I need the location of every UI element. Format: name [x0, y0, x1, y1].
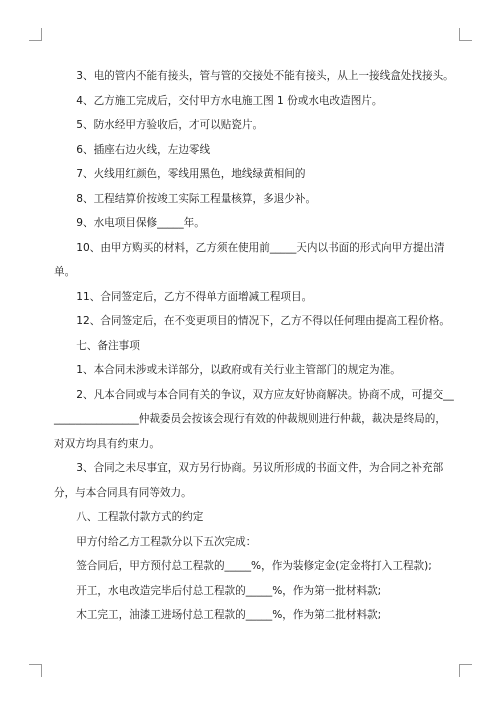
clause-11-no-changes: 11、合同签定后，乙方不得单方面增减工程项目。	[76, 290, 313, 303]
crop-mark-bottom-left	[29, 664, 42, 677]
clause-12-price: 12、合同签定后，在不变更项目的情况下，乙方不得以任何理由提高工程价格。	[76, 315, 450, 327]
payment-2: 开工，水电改造完毕后付总工程款的_____%，作为第一批材料款;	[76, 584, 382, 597]
clause-5-waterproof: 5、防水经甲方验收后，才可以贴瓷片。	[76, 119, 264, 131]
clause-6-socket: 6、插座右边火线，左边零线	[76, 143, 211, 156]
crop-mark-top-right	[459, 28, 472, 41]
document-body	[54, 64, 454, 628]
clause-8-settlement: 8、工程结算价按竣工实际工程量核算，多退少补。	[76, 192, 317, 205]
clause-3-wiring-joints: 3、电的管内不能有接头，管与管的交接处不能有接头，从上一接线盒处找接头。	[76, 70, 454, 82]
crop-mark-top-left	[29, 28, 42, 41]
clause-9-warranty: 9、水电项目保修_____年。	[76, 217, 205, 229]
section-heading-8: 八、工程款付款方式的约定	[76, 511, 204, 523]
clause-4-drawings: 4、乙方施工完成后，交付甲方水电施工图 1 份或水电改造图片。	[76, 94, 383, 107]
payment-3: 木工完工，油漆工进场付总工程款的_____%，作为第二批材料款;	[76, 609, 382, 621]
payment-intro: 甲方付给乙方工程款分以下五次完成：	[76, 535, 257, 548]
note-2-arbitration: 2、凡本合同或与本合同有关的争议，双方应友好协商解决。协商不成，可提交__________________仲裁委员会按该会现行有效的仲裁规则进行仲裁，裁决是终局的，对双方均具有约束力。	[54, 388, 454, 450]
note-3-supplement: 3、合同之未尽事宜，双方另行协商。另议所形成的书面文件，为合同之补充部分，与本合同具有同等效力。	[54, 462, 444, 499]
section-heading-7: 七、备注事项	[76, 339, 140, 352]
clause-7-wire-colors: 7、火线用红颜色，零线用黑色，地线绿黄相间的	[76, 168, 306, 180]
clause-10-materials: 10、由甲方购买的材料，乙方须在使用前_____天内以书面的形式向甲方提出清单。	[54, 241, 445, 278]
payment-1: 签合同后，甲方预付总工程款的_____%，作为装修定金(定金将打入工程款);	[76, 560, 432, 572]
crop-mark-bottom-right	[459, 664, 472, 677]
note-1: 1、本合同未涉或未详部分，以政府或有关行业主管部门的规定为准。	[76, 364, 401, 376]
